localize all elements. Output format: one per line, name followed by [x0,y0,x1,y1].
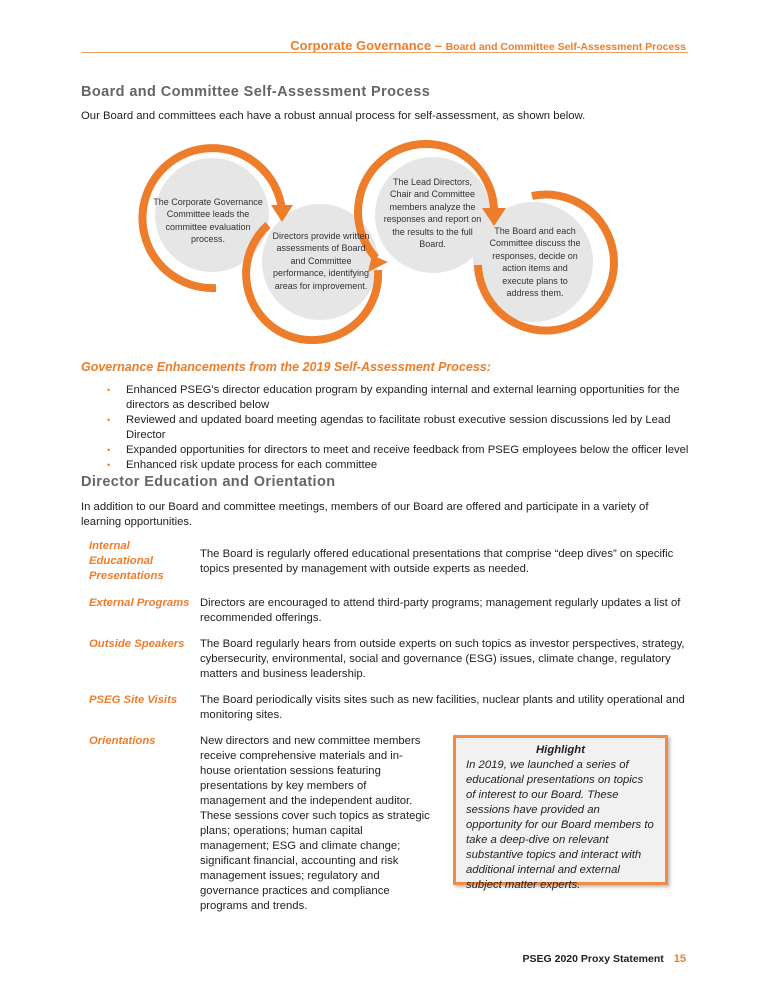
section-heading: Director Education and Orientation [81,474,336,490]
step-text-1: The Corporate Governance Committee leads the committee evaluation process. [153,197,263,245]
page-number: 15 [673,953,686,965]
row-text: The Board is regularly offered educational presentations that comprise “deep dives” on specific topics presented by management with outside experts as needed. [200,548,674,575]
row-label: PSEG Site Visits [89,694,178,706]
header-subsection: Board and Committee Self-Assessment Process [445,41,686,53]
row-text: Directors are encouraged to attend third-party programs; management regularly updates a list of recommended offerings. [200,597,681,624]
education-intro: In addition to our Board and committee meetings, members of our Board are offered and participate in a variety of learning opportunities. [81,501,649,528]
row-text: The Board regularly hears from outside experts on such topics as investor perspectives, strategy, cybersecurity, environmental, social and governance (ESG) issues, climate change, regulatory matters and business leadership. [200,638,685,680]
list-item: • Expanded opportunities for directors to meet and receive feedback from PSEG employees below the officer level [107,443,692,458]
highlight-text: In 2019, we launched a series of educational presentations on topics of interest to our Board. These sessions have provided an opportunity for our Board members to take a deep-dive on relevant substantive topics and interact with additional internal and external subject matter experts. [466,759,654,891]
header-separator: – [431,38,446,53]
enhancements-heading: Governance Enhancements from the 2019 Self-Assessment Process: [81,360,491,374]
intro-text: Our Board and committees each have a robust annual process for self-assessment, as shown below. [81,110,586,122]
list-item: • Enhanced PSEG's director education program by expanding internal and external learning opportunities for the directors as described below [107,383,692,413]
row-label: External Programs [89,597,190,609]
row-text: The Board periodically visits sites such as new facilities, nuclear plants and utility operational and monitoring sites. [200,694,685,721]
row-text: New directors and new committee members receive comprehensive materials and in-house orientation sessions featuring presentations by key members of management and the independent auditor. These sessions cover such topics as strategic plans; operations; human capital management; ESG and climate change; significant financial, accounting and risk management issues; regulatory and governance practices and compliance programs and trends. [200,735,430,912]
row-label: Orientations [89,735,156,747]
enhancements-list [107,383,692,473]
highlight-box [453,735,668,891]
list-item: • Enhanced risk update process for each committee [107,458,692,473]
page-footer [523,953,686,965]
step-text-4: The Board and each Committee discuss the responses, decide on action items and execute plans to address them. [489,226,581,299]
row-label: Internal Educational Presentations [89,540,164,582]
row-label: Outside Speakers [89,638,185,650]
header-section: Corporate Governance [290,38,432,53]
list-item: • Reviewed and updated board meeting agendas to facilitate robust executive session discussions led by Lead Director [107,413,692,443]
step-text-3: The Lead Directors, Chair and Committee members analyze the responses and report on the results to the full Board. [383,177,482,250]
step-text-2: Directors provide written assessments of Board and Committee performance, identifying areas for improvement. [272,231,370,291]
highlight-title: Highlight [536,744,585,756]
page-title: Board and Committee Self-Assessment Process [81,84,431,100]
footer-doc-title: PSEG 2020 Proxy Statement [522,953,664,965]
